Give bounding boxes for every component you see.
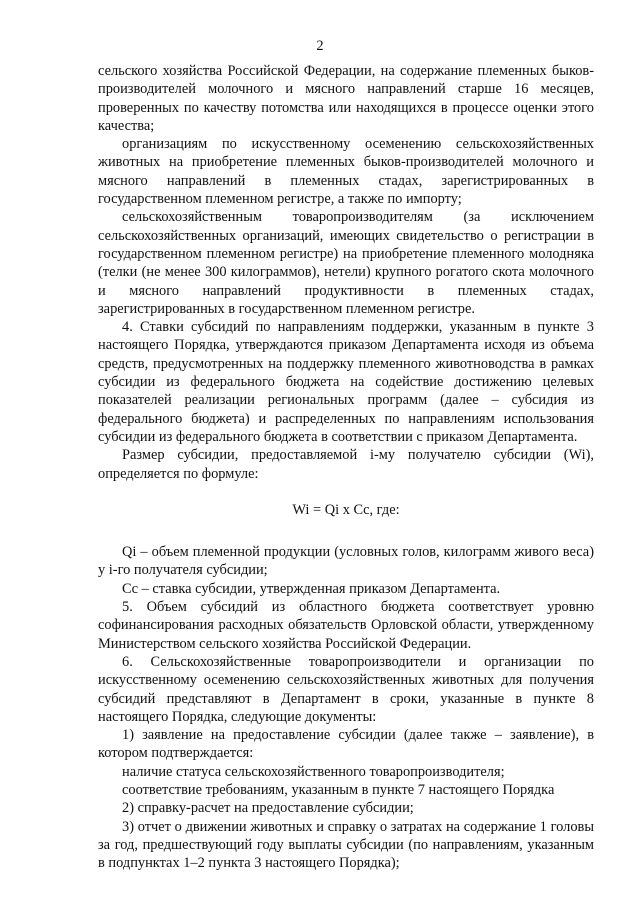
paragraph-continuation: сельского хозяйства Российской Федерации, на содержание племенных быков-производителей молочного и мясного направлений старше 16 месяцев, проверенных по качеству потомства или находящихся в процессе оценки этого качества; [98, 63, 594, 134]
page-number: 2 [316, 38, 324, 54]
definition-cc: Cc – ставка субсидии, утвержденная приказом Департамента. [122, 580, 501, 597]
paragraph-producers-young-stock: сельскохозяйственным товаропроизводителям (за исключением сельскохозяйственных организаций, имеющих свидетельство о регистрации в государственном племенном регистре) на приобретение племенного молодняка (телки (не менее 300 килограммов), нетели) крупного рогатого скота молочного и мясного направлений продуктивности в племенных стадах, зарегистрированных в государственном племенном регистре. [98, 209, 594, 317]
paragraph-item-4: 4. Ставки субсидий по направлениям поддержки, указанным в пункте 3 настоящего Порядка, утверждаются приказом Департамента исходя из объема средств, предусмотренных на поддержку племенного животноводства в рамках субсидии из федерального бюджета на содействие достижению целевых показателей реализации региональных программ (далее – субсидия из федерального бюджета) и распределенных по направлениям использования субсидии из федерального бюджета в соответствии с приказом Департамента. [98, 319, 594, 445]
document-body [98, 62, 594, 872]
paragraph-subsidy-size: Размер субсидии, предоставляемой i-му получателю субсидии (Wi), определяется по формуле: [98, 447, 594, 482]
definition-qi: Qi – объем племенной продукции (условных голов, килограмм живого веса) у i-го получателя субсидии; [98, 544, 594, 579]
list-item-report: 3) отчет о движении животных и справку о затратах на содержание 1 головы за год, предшествующий году выплаты субсидии (по направлениям, указанным в подпунктах 1–2 пункта 3 настоящего Порядка); [98, 818, 594, 872]
paragraph-item-5: 5. Объем субсидий из областного бюджета соответствует уровню софинансирования расходных обязательств Орловской области, утвержденному Министерством сельского хозяйства Российской Федерации. [98, 599, 594, 652]
subsidy-formula: Wi = Qi x Cc, где: [292, 501, 400, 518]
list-item-application: 1) заявление на предоставление субсидии (далее также – заявление), в котором подтверждается: [98, 727, 594, 762]
list-subitem-requirements: соответствие требованиям, указанным в пункте 7 настоящего Порядка [122, 781, 555, 798]
list-subitem-status: наличие статуса сельскохозяйственного товаропроизводителя; [122, 763, 505, 780]
paragraph-item-6: 6. Сельскохозяйственные товаропроизводители и организации по искусственному осеменению сельскохозяйственных животных для получения субсидий представляют в Департамент в сроки, указанные в пункте 8 настоящего Порядка, следующие документы: [98, 653, 594, 725]
list-item-calculation: 2) справку-расчет на предоставление субсидии; [122, 800, 414, 817]
paragraph-insemination-orgs: организациям по искусственному осеменению сельскохозяйственных животных на приобретение племенных быков-производителей молочного и мясного направлений в племенных стадах, зарегистрированных в государственном племенном регистре, а также по импорту; [98, 136, 594, 208]
